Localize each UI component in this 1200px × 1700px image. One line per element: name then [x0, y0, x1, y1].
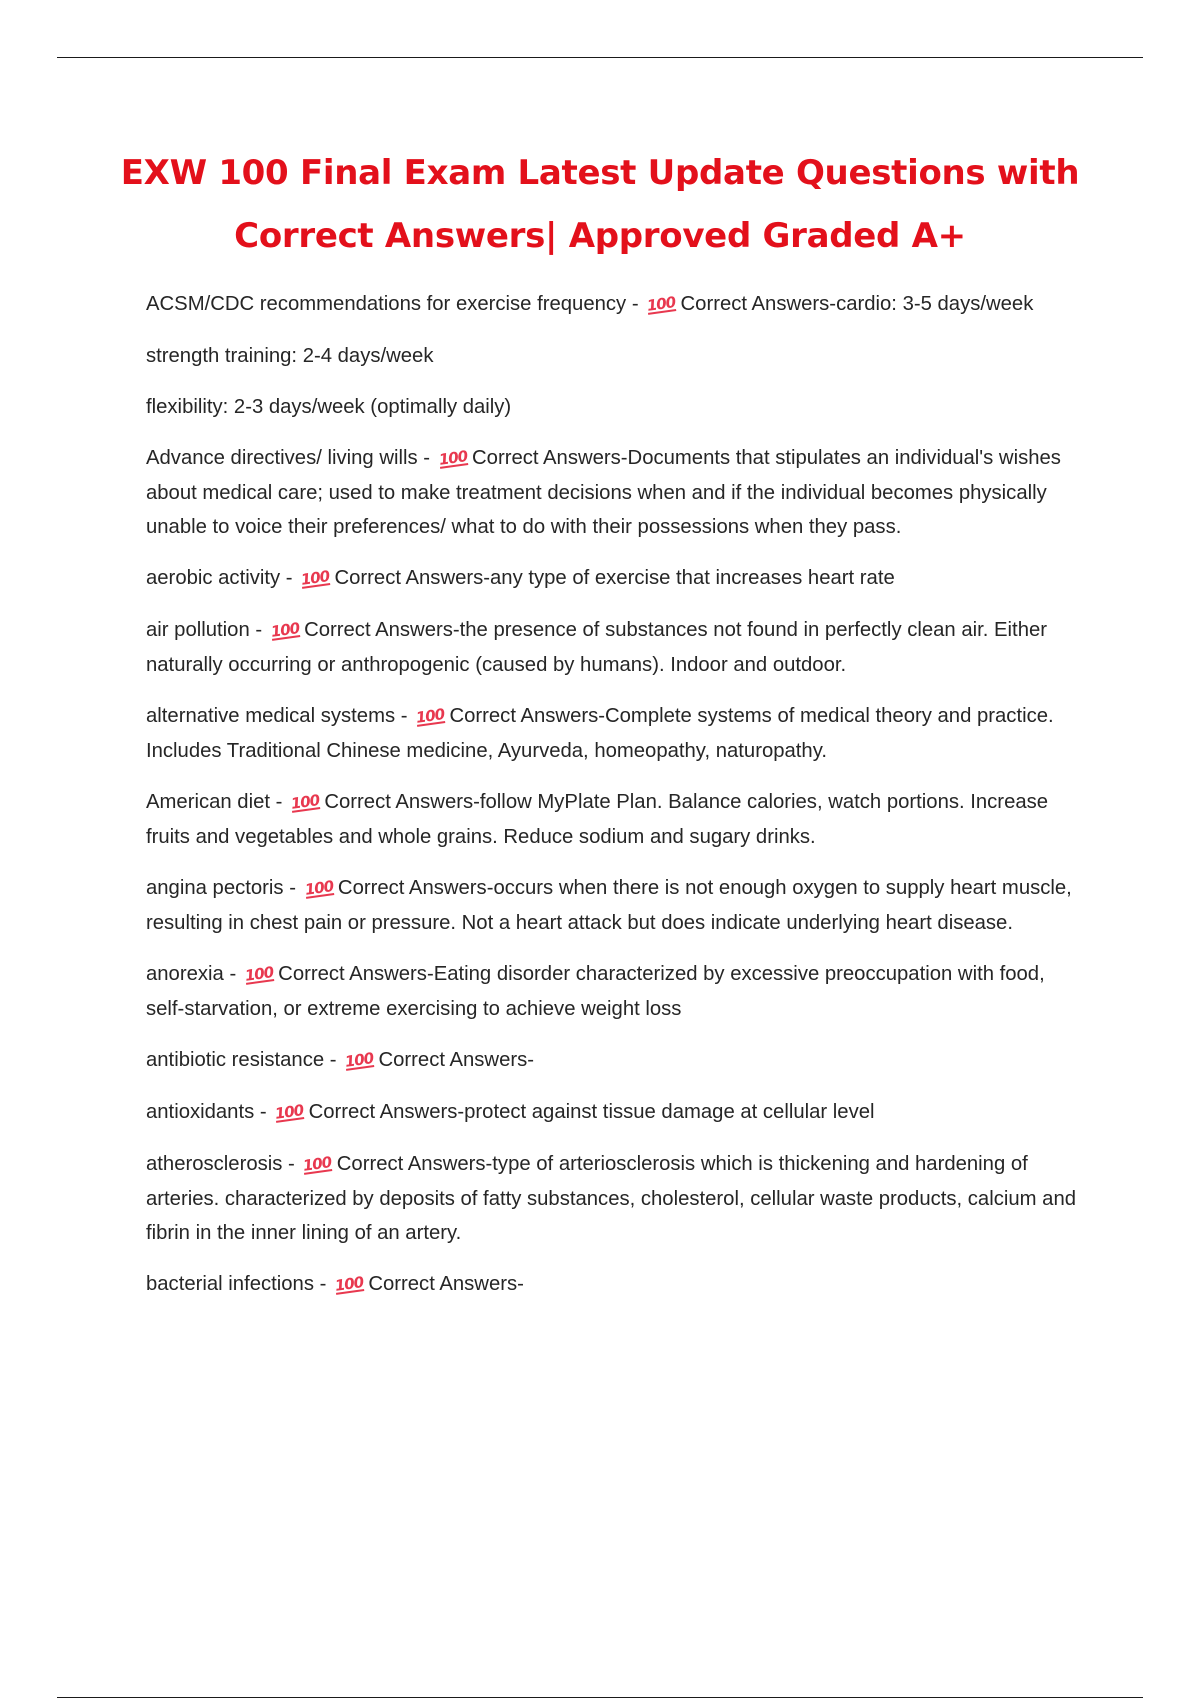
hundred-points-icon: 100 [437, 447, 468, 469]
entry-term: ACSM/CDC recommendations for exercise frequency [146, 293, 627, 315]
qa-entry [146, 287, 1086, 322]
answer-prefix: Correct Answers- [308, 1101, 465, 1123]
entry-separator: - [259, 1101, 267, 1123]
entry-text: strength training: 2-4 days/week [146, 345, 434, 367]
answer-prefix: Correct Answers- [368, 1273, 524, 1295]
qa-entry [146, 1147, 1086, 1250]
hundred-points-icon: 100 [343, 1049, 375, 1071]
entry-separator: - [329, 1049, 337, 1071]
hundred-points-icon: 100 [302, 1153, 333, 1175]
entry-answer: Documents that stipulates an individual's wishes about medical care; used to make treatment decisions when and if the individual becomes physically unable to voice their preferences/ what to do with their possessions when they pass. [146, 447, 1061, 538]
hundred-points-icon: 100 [645, 293, 677, 315]
entry-separator: - [229, 963, 237, 985]
entry-separator: - [285, 567, 293, 589]
entry-answer: protect against tissue damage at cellular level [464, 1101, 875, 1123]
entry-separator: - [255, 619, 263, 641]
answer-prefix: Correct Answers- [334, 567, 491, 589]
answer-prefix: Correct Answers- [472, 447, 628, 469]
qa-entry [146, 1043, 1086, 1078]
entry-text: flexibility: 2-3 days/week (optimally daily) [146, 396, 512, 418]
answer-prefix: Correct Answers- [449, 705, 605, 727]
footer-rule [57, 1697, 1143, 1698]
entry-term: alternative medical systems [146, 705, 396, 727]
document-title: EXW 100 Final Exam Latest Update Questions with Correct Answers| Approved Graded A+ [120, 153, 1080, 256]
answer-prefix: Correct Answers- [680, 293, 837, 315]
hundred-points-icon: 100 [274, 1101, 305, 1123]
entry-answer: Complete systems of medical theory and practice. Includes Traditional Chinese medicine, Ayurveda, homeopathy, naturopathy. [146, 705, 1054, 762]
qa-list [146, 287, 1086, 1319]
entry-separator: - [319, 1273, 327, 1295]
hundred-points-icon: 100 [289, 791, 321, 813]
entry-term: air pollution [146, 619, 250, 641]
hundred-points-icon: 100 [269, 619, 301, 641]
entry-separator: - [631, 293, 639, 315]
answer-prefix: Correct Answers- [278, 963, 434, 985]
entry-term: antioxidants [146, 1101, 255, 1123]
entry-answer: occurs when there is not enough oxygen to supply heart muscle, resulting in chest pain or pressure. Not a heart attack but does indicate underlying heart disease. [146, 877, 1072, 934]
qa-entry [146, 339, 1086, 373]
qa-entry [146, 1267, 1086, 1302]
answer-prefix: Correct Answers- [324, 791, 480, 813]
answer-prefix: Correct Answers- [304, 619, 460, 641]
hundred-points-icon: 100 [414, 705, 446, 727]
entry-term: bacterial infections [146, 1273, 314, 1295]
qa-entry [146, 699, 1086, 768]
entry-answer: the presence of substances not found in perfectly clean air. Either naturally occurring or anthropogenic (caused by humans). Indoor and outdoor. [146, 619, 1048, 676]
entry-term: aerobic activity [146, 567, 281, 589]
entry-separator: - [275, 791, 283, 813]
qa-entry [146, 390, 1086, 424]
hundred-points-icon: 100 [303, 877, 334, 899]
qa-entry [146, 613, 1086, 682]
entry-answer: Eating disorder characterized by excessive preoccupation with food, self-starvation, or extreme exercising to achieve weight loss [146, 963, 1045, 1020]
entry-answer: type of arteriosclerosis which is thickening and hardening of arteries. characterized by deposits of fatty substances, cholesterol, cellular waste products, calcium and fibrin in the inner lining of an artery. [146, 1153, 1077, 1244]
entry-term: Advance directives/ living wills [146, 447, 418, 469]
hundred-points-icon: 100 [333, 1273, 365, 1295]
entry-separator: - [289, 877, 296, 899]
qa-entry [146, 1095, 1086, 1130]
qa-entry [146, 785, 1086, 854]
entry-term: angina pectoris [146, 877, 284, 899]
entry-separator: - [423, 447, 431, 469]
entry-answer: cardio: 3-5 days/week [836, 293, 1034, 315]
entry-term: antibiotic resistance [146, 1049, 325, 1071]
qa-entry [146, 441, 1086, 544]
qa-entry [146, 561, 1086, 596]
entry-term: anorexia [146, 963, 224, 985]
entry-term: American diet [146, 791, 270, 813]
entry-answer: follow MyPlate Plan. Balance calories, watch portions. Increase fruits and vegetables and whole grains. Reduce sodium and sugary drinks. [146, 791, 1049, 848]
answer-prefix: Correct Answers- [378, 1049, 535, 1071]
entry-answer: any type of exercise that increases heart rate [490, 567, 895, 589]
answer-prefix: Correct Answers- [337, 877, 494, 899]
answer-prefix: Correct Answers- [336, 1153, 493, 1175]
qa-entry [146, 871, 1086, 940]
qa-entry [146, 957, 1086, 1026]
hundred-points-icon: 100 [243, 963, 275, 985]
entry-separator: - [288, 1153, 295, 1175]
entry-separator: - [400, 705, 408, 727]
hundred-points-icon: 100 [299, 567, 331, 589]
entry-term: atherosclerosis [146, 1153, 283, 1175]
header-rule [57, 57, 1143, 58]
